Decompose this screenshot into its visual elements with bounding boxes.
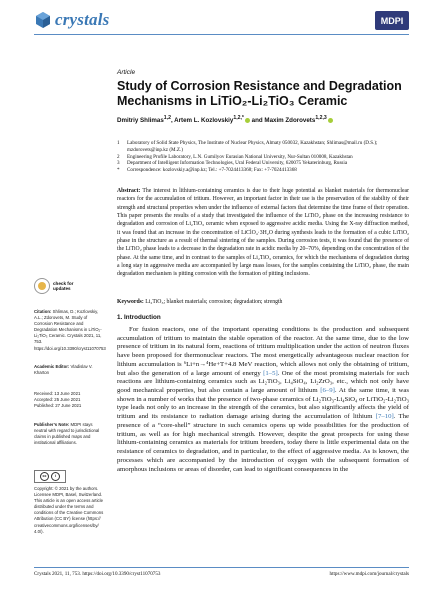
citation-link[interactable]: [7–10]: [375, 413, 394, 421]
footer-citation[interactable]: Crystals 2021, 11, 753. https://doi.org/10.3390/cryst11070753: [34, 571, 161, 577]
publisher-note: [34, 422, 104, 446]
body-text-segment: . One of the most promising materials for such reactions are lithium-containing ceramics such as Li₂TiO₃, Li₄SiO₄, Li₂ZrO₃, etc., which not only have good mechanical properties, but also contain a large amount of lithium: [117, 369, 409, 395]
copyright-text: Copyright: © 2021 by the authors. Licensee MDPI, Basel, Switzerland. This article is an open access article distributed under the terms and conditions of the Creative Commons Attribution (CC BY) license (https:// creativecommons.org/licenses/by/ 4.0/).: [34, 486, 104, 534]
author-affil: 1,2,*: [233, 115, 244, 121]
received-date: Received: 13 June 2021: [34, 391, 81, 396]
dates: [34, 391, 104, 409]
keywords: [117, 298, 409, 306]
body-text-segment: For fusion reactors, one of the important operating conditions is the production and subsequent accumulation of tritium to maintain the stable operation of the reactor. At the same time, due to the low presence of tritium in its natural form, reactions of tritium multiplication under the action of neutron fluxes have been proposed for thermonuclear reactors. The most energetically advantageous nuclear reaction for lithium accumulation is ⁶Li+n→⁴He+T+4.8 MeV reaction, which allows not only the obtaining of tritium, but also the generation of a large amount of energy: [117, 326, 409, 377]
check-for-updates-badge[interactable]: [34, 278, 73, 294]
orcid-icon[interactable]: [328, 118, 333, 123]
affiliations: [117, 140, 407, 174]
affiliation-text: Laboratory of Solid State Physics, The Institute of Nuclear Physics, Almaty 050032, Kazakhstan; Shlimas@mail.ru (D.S.); mzdorovets@inp.kz (M.Z.): [127, 140, 378, 153]
journal-logo[interactable]: [34, 9, 109, 31]
author-name[interactable]: Artem L. Kozlovskiy: [174, 117, 234, 125]
paragraph: [117, 326, 409, 474]
affiliation-number: 1: [117, 140, 120, 146]
updates-icon: [34, 278, 50, 294]
citation-link[interactable]: [6–9]: [320, 387, 335, 395]
author-affil: 1,2,3: [315, 115, 327, 121]
journal-name: crystals: [55, 10, 110, 29]
affiliation-text: Engineering Profile Laboratory, L.N. Gumilyov Eurasian National University, Nur-Sultan 010008, Kazakhstan: [127, 153, 353, 160]
affiliation-number: 2: [117, 153, 120, 160]
note-text: MDPI stays neutral with regard to jurisdictional claims in published maps and institutional affiliations.: [34, 422, 100, 446]
affiliation-text: Correspondence: kozlovskiy.a@inp.kz; Tel.: +7-7024413368; Fax: +7-7024413368: [127, 167, 297, 174]
editor-label: Academic Editor:: [34, 364, 70, 369]
updates-label: [53, 281, 73, 291]
body-text: [117, 326, 409, 474]
affiliation-number: 3: [117, 160, 120, 167]
author-list: Dmitriy Shlimas$^{1,2}$, Artem L. Kozlovskiy$^{1,2,*}$ and Maxim Zdorovets$^{1,2,3}$: [117, 115, 412, 124]
citation-text: Shlimas, D.; Kozlovskiy, A.L.; Zdorovets, M. Study of Corrosion Resistance and Degradation Mechanisms in LiTiO₂-Li₂TiO₃ Ceramic. Crystals 2021, 11, 753. https://doi.org/10.3390/cryst11070753: [34, 309, 106, 351]
footer-journal-link[interactable]: https://www.mdpi.com/journal/crystals: [329, 571, 409, 577]
affiliation-text: Department of Intelligent Information Technologies, Ural Federal University, 620075 Yekaterinburg, Russia: [127, 160, 348, 167]
section-heading: 1. Introduction: [117, 314, 161, 321]
updates-line: check for: [53, 281, 74, 286]
accepted-date: Accepted: 25 June 2021: [34, 397, 81, 403]
mdpi-logo[interactable]: MDPI: [375, 11, 409, 30]
copyright: [34, 486, 104, 535]
updates-line: updates: [53, 286, 71, 291]
affiliation-number: *: [117, 167, 120, 174]
body-text-segment: . At the same time, it was shown in a number of works that the presence of two-phase ceramics of Li₂TiO₃-Li₄SiO₄ or LiTiO₂-Li₂TiO₃ type leads not only to an increase in the strength of the ceramics, but also significantly affects the yield of tritium and its resistance to radiation damage arising during the accumulation of lithium: [117, 387, 409, 421]
article-title: Study of Corrosion Resistance and Degradation Mechanisms in LiTiO₂-Li₂TiO₃ Ceramic: [117, 79, 402, 108]
affiliation-item: [117, 167, 407, 174]
published-date: Published: 27 June 2021: [34, 403, 82, 409]
abstract-text: The interest in lithium-containing ceramics is due to their huge potential as blanket materials for thermonuclear reactors for the accumulation of tritium. However, an important factor in their use is the preservation of the stability of their strength and structural properties when under the influence of external factors that determine the time frame of their operation. This paper presents the results of a study that investigated the influence of the LiTiO₂ phase on the increasing resistance to degradation and corrosion of Li₂TiO₃ ceramic when exposed to aggressive acidic media. Using the X-ray diffraction method, it was found that an increase in the concentration of LiClO₄·3H₂O during synthesis leads to the formation of a cubic LiTiO₂ phase in the structure as a result of thermal sintering of the samples. During corrosion tests, it was found that the presence of the LiTiO₂ phase leads to a decrease in the degradation rate in acidic media by 20–70%, depending on the concentration of the phase. At the same time, and in contrast to the samples of Li₂TiO₃ ceramics, for which the mechanisms of degradation during a long stay in aggressive media are accompanied by large mass losses, for the samples containing the LiTiO₂ phase, the main degradation mechanism is pitting corrosion with the formation of pitting inclusions.: [117, 188, 409, 278]
crystal-logo-icon: [34, 11, 52, 29]
note-label: Publisher’s Note:: [34, 422, 70, 427]
author-affil: 1,2: [163, 115, 171, 121]
header-divider: [34, 34, 409, 35]
abstract-label: Abstract:: [117, 188, 141, 194]
cc-icon: cc: [40, 472, 49, 481]
abstract: [117, 187, 409, 279]
citation-label: Citation:: [34, 309, 52, 314]
author-conjunction: and: [251, 117, 263, 125]
by-icon: i: [51, 472, 60, 481]
author-name[interactable]: Dmitriy Shlimas: [117, 117, 164, 125]
citation-block: [34, 309, 104, 352]
author-name[interactable]: Maxim Zdorovets: [264, 117, 316, 125]
keywords-label: Keywords:: [117, 299, 144, 305]
editor-name: Vladislav V. Kharton: [34, 364, 93, 376]
citation-link[interactable]: [1–5]: [263, 369, 278, 377]
footer-divider: [34, 567, 409, 568]
affiliation-item: [117, 140, 407, 154]
academic-editor: [34, 364, 104, 376]
keywords-text: Li₂TiO₃; blanket materials; corrosion; degradation; strength: [145, 299, 283, 305]
affiliation-item: [117, 160, 407, 167]
cc-license-badge[interactable]: [34, 470, 66, 483]
article-type: Article: [117, 69, 136, 76]
orcid-icon[interactable]: [245, 118, 250, 123]
body-text-segment: . The presence of a “core-shell” structure in such ceramics opens up wide possibilities for the production of tritium, as well as for high mechanical strength. However, despite the great prospects for using these lithium-containing ceramics as materials for tritium breeders, today there is little experimental data on the resistance of ceramics to degradation, and in particular, to the effect of aggressive media. As is known, the processes which are accompanied by the introduction of oxygen with the subsequent formation of amorphous inclusions or areas of disorder, can lead to significant consequences in the: [117, 413, 409, 473]
